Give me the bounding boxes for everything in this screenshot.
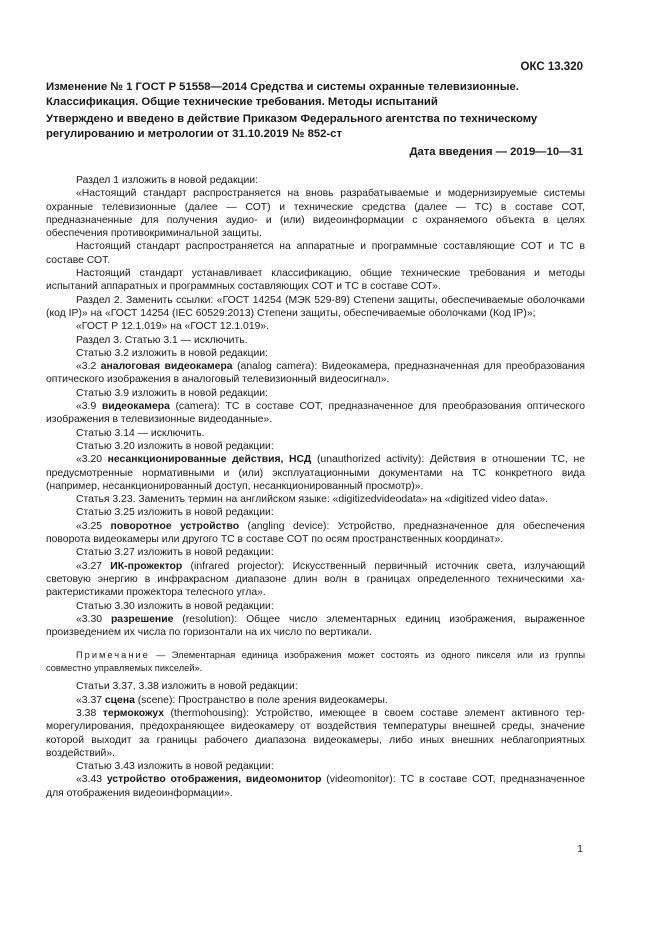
note-label: Примечание bbox=[76, 650, 150, 661]
approval-statement: Утверждено и введено в действие Приказом Федерального агентства по техническому регулированию и метрологии от 31.10.2019 № 852-ст bbox=[46, 113, 538, 140]
note bbox=[46, 649, 585, 675]
term-name: ИК-прожектор bbox=[110, 560, 183, 572]
term-name: видеокамера bbox=[101, 401, 170, 413]
note-text: — Элементарная единица изображения может состоять из одного пикселя или из группы совместно управляемых пикселей». bbox=[46, 650, 585, 674]
term-text: (unauthorized activity): Действия в отношении ТС, не предусмотренные нормативными и (или) эксплуатационными документами на ТС конкретного вида (например, несанкционированный доступ, несанкционированный просмотр)». bbox=[46, 454, 585, 492]
paragraph: Статью 3.43 изложить в новой редакции: bbox=[76, 761, 274, 773]
term-text: (camera): ТС в составе СОТ, предназначенное для преобразования оптического изображения в телевизионные видеоданные». bbox=[46, 401, 585, 426]
term-definition bbox=[46, 520, 585, 547]
paragraph: Статья 3.23. Заменить термин на английском языке: «digitizedvideodata» на «digitized video data». bbox=[76, 494, 549, 506]
term-definition bbox=[46, 360, 585, 387]
term-number: «3.9 bbox=[76, 401, 102, 413]
change-title: Изменение № 1 ГОСТ Р 51558—2014 Средства и системы охранные телевизионные. Классификация. Общие технические требования. Методы испытаний bbox=[46, 81, 519, 108]
term-text: (analog camera): Видеокамера, предназначенная для преобразования оптического изображения в аналоговый телевизионный видеосигнал». bbox=[46, 361, 585, 386]
paragraph: «ГОСТ Р 12.1.019» на «ГОСТ 12.1.019». bbox=[76, 321, 270, 333]
term-name: аналоговая видеокамера bbox=[100, 361, 233, 373]
paragraph: Статьи 3.37, 3.38 изложить в новой редакции: bbox=[76, 681, 298, 693]
term-number: «3.43 bbox=[76, 774, 107, 786]
paragraph: Статью 3.25 изложить в новой редакции: bbox=[76, 507, 274, 519]
term-name: сцена bbox=[104, 694, 135, 706]
term-number: «3.27 bbox=[76, 560, 111, 572]
paragraph: Статью 3.2 изложить в новой редакции: bbox=[76, 347, 268, 359]
paragraph: Статью 3.9 изложить в новой редакции: bbox=[76, 387, 268, 399]
term-number: «3.20 bbox=[76, 454, 108, 466]
term-definition bbox=[46, 773, 585, 800]
effective-date: Дата введения — 2019—10—31 bbox=[409, 146, 583, 158]
term-definition bbox=[46, 694, 585, 707]
term-definition bbox=[46, 400, 585, 427]
paragraph: Раздел 2. Заменить ссылки: «ГОСТ 14254 (МЭК 529-89) Степени защиты, обеспечиваемые оболочками (код IP)» на «ГОСТ 14254 (IEC 60529:2013) Степени защиты, обеспечиваемые оболочками (Код IP)»; bbox=[46, 294, 585, 319]
document-body bbox=[46, 174, 585, 800]
term-number: «3.37 bbox=[76, 694, 105, 706]
term-text: (scene): Пространство в поле зрения видеокамеры. bbox=[134, 694, 388, 706]
term-text: (infrared projector): Искусственный первичный источник света, излучающий световую энергию в инфракрасном диапазоне длин волн в границах определенного техническими характеристиками прожектора телесного угла». bbox=[46, 560, 586, 599]
term-name: устройство отображения, видеомонитор bbox=[106, 774, 322, 786]
term-number: «3.25 bbox=[76, 520, 111, 532]
paragraph: Раздел 1 изложить в новой редакции: bbox=[76, 175, 258, 186]
paragraph: Раздел 3. Статью 3.1 — исключить. bbox=[76, 334, 248, 346]
term-text: (videomonitor): ТС в составе СОТ, предназначенное для отображения видеоинформации». bbox=[46, 774, 586, 799]
paragraph: Статью 3.20 изложить в новой редакции: bbox=[76, 440, 274, 452]
term-text: (resolution): Общее число элементарных единиц изображения, выраженное произведением их числа по горизонтали на их число по вертикали. bbox=[46, 613, 586, 639]
paragraph: Статью 3.14 — исключить. bbox=[76, 427, 205, 439]
term-number: 3.38 bbox=[76, 707, 103, 719]
term-definition bbox=[46, 613, 585, 640]
paragraph: Настоящий стандарт устанавливает классификацию, общие технические требования и методы испытаний аппаратных и программных составляющих СОТ и ТС в составе СОТ». bbox=[46, 268, 585, 293]
term-name: разрешение bbox=[110, 613, 174, 625]
paragraph: «Настоящий стандарт распространяется на вновь разрабатываемые и модернизируемые системы охранные телевизионные (далее — СОТ) и технические средства (далее — ТС) в составе СОТ, предназначенные для получения аудио- и (или) видеоинформации с охраняемого объекта в целях обеспечения противокриминальной защиты. bbox=[46, 188, 585, 240]
term-name: термокожух bbox=[102, 707, 165, 719]
page-number: 1 bbox=[577, 843, 583, 855]
term-text: (thermohousing): Устройство, имеющее в своем составе элемент активного терморегулирования, предохраняющее видеокамеру от воздействия температуры внешней среды, значение которой выходит за границы рабочего диапазона видеокамеры, либо иных внешних неблагоприятных воздействий». bbox=[46, 707, 585, 759]
classification-code: ОКС 13.320 bbox=[520, 61, 583, 73]
term-definition bbox=[46, 453, 585, 493]
paragraph: Настоящий стандарт распространяется на аппаратные и программные составляющие СОТ и ТС в составе СОТ. bbox=[46, 241, 585, 266]
paragraph: Статью 3.27 изложить в новой редакции: bbox=[76, 547, 274, 559]
term-text: (angling device): Устройство, предназначенное для обеспечения поворота видеокамеры или другого ТС в составе СОТ по осям пространственных координат». bbox=[46, 520, 585, 546]
term-name: несанкционированные действия, НСД bbox=[107, 454, 312, 466]
term-number: «3.2 bbox=[76, 361, 101, 373]
paragraph: Статью 3.30 изложить в новой редакции: bbox=[76, 600, 274, 612]
term-definition bbox=[46, 707, 585, 760]
term-name: поворотное устройство bbox=[110, 520, 240, 532]
term-number: «3.30 bbox=[76, 613, 111, 625]
term-definition bbox=[46, 560, 585, 600]
